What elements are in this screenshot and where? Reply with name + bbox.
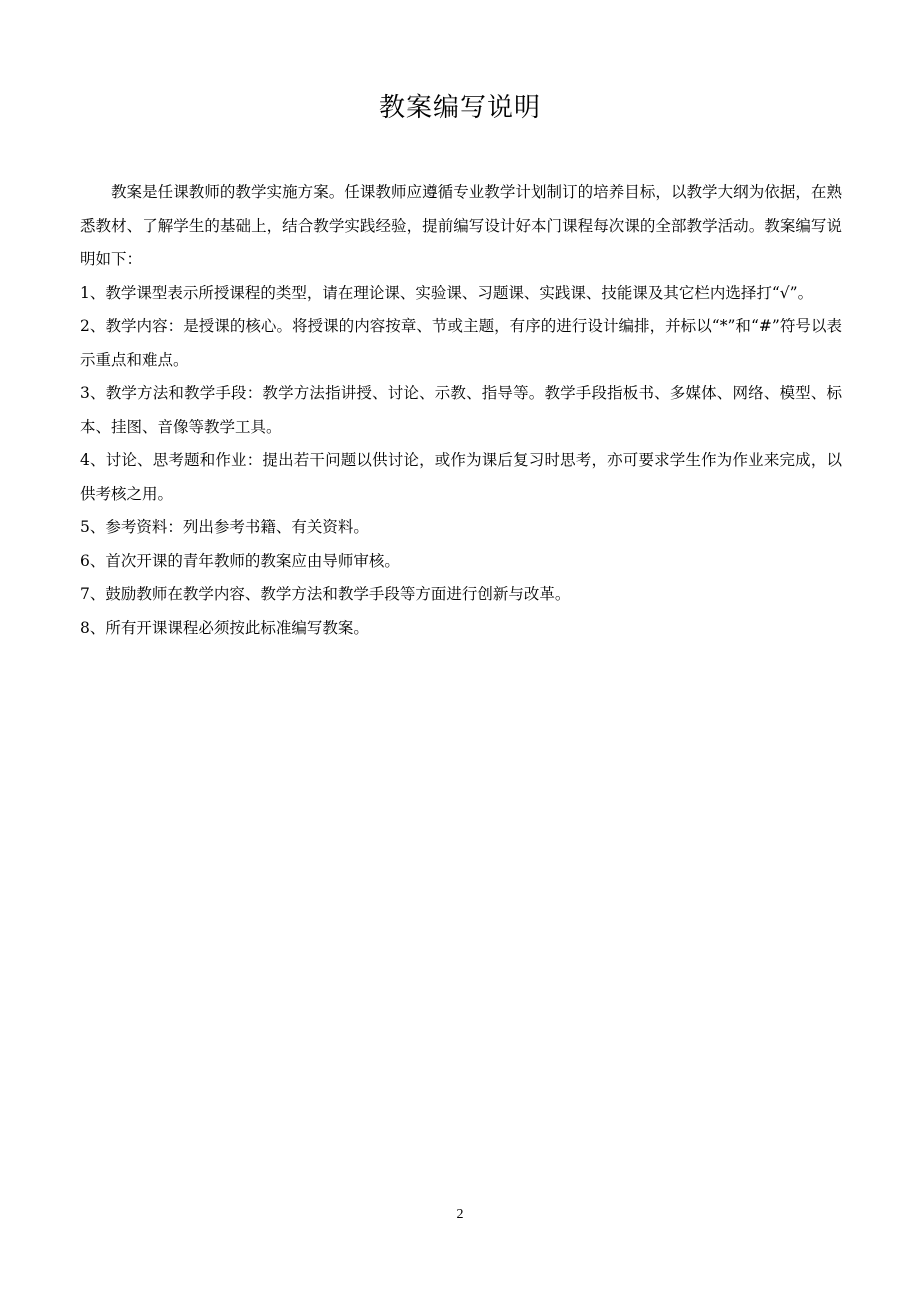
document-body [80,176,842,645]
instruction-item-4: 4、讨论、思考题和作业：提出若干问题以供讨论，或作为课后复习时思考，亦可要求学生作为作业来完成，以供考核之用。 [80,451,842,503]
instruction-item-5: 5、参考资料：列出参考书籍、有关资料。 [80,518,369,536]
instruction-item-2: 2、教学内容：是授课的核心。将授课的内容按章、节或主题，有序的进行设计编排，并标以“*”和“#”符号以表示重点和难点。 [80,317,842,369]
instruction-item-6: 6、首次开课的青年教师的教案应由导师审核。 [80,551,400,570]
instruction-item-8: 8、所有开课课程必须按此标准编写教案。 [80,618,369,637]
instruction-item-7: 7、鼓励教师在教学内容、教学方法和教学手段等方面进行创新与改革。 [80,585,571,603]
document-title: 教案编写说明 [378,93,541,123]
instruction-item-3: 3、教学方法和教学手段：教学方法指讲授、讨论、示教、指导等。教学手段指板书、多媒体、网络、模型、标本、挂图、音像等教学工具。 [80,384,842,436]
page-number: 2 [456,1207,464,1222]
instruction-item-1: 1、教学课型表示所授课程的类型，请在理论课、实验课、习题课、实践课、技能课及其它栏内选择打“√”。 [80,283,814,302]
intro-paragraph: 教案是任课教师的教学实施方案。任课教师应遵循专业教学计划制订的培养目标，以教学大纲为依据，在熟悉教材、了解学生的基础上，结合教学实践经验，提前编写设计好本门课程每次课的全部教学活动。教案编写说明如下： [80,183,842,268]
